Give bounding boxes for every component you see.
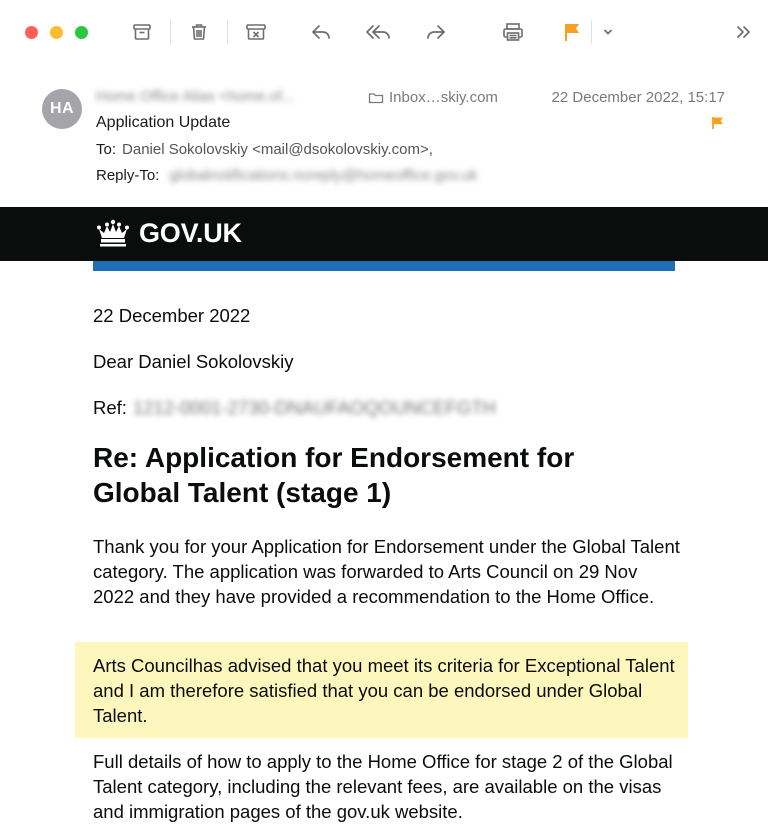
govuk-wordmark: GOV.UK xyxy=(139,218,242,248)
letter-date: 22 December 2022 xyxy=(93,305,251,326)
avatar: HA xyxy=(42,89,82,129)
message-date: 22 December 2022, 15:17 xyxy=(551,89,725,106)
details-paragraph: Full details of how to apply to the Home Office for stage 2 of the Global Talent category, including the relevant fees, are available on the visas and immigration pages of the gov.uk website. xyxy=(93,751,673,822)
endorsement-paragraph: Arts Councilhas advised that you meet its criteria for Exceptional Talent and I am therefore satisfied that you can be endorsed under Global Talent. xyxy=(93,655,675,726)
junk-button[interactable] xyxy=(241,18,271,46)
mailbox-label: Inbox…skiy.com xyxy=(389,89,498,106)
chevron-down-icon xyxy=(602,27,614,37)
flag-menu-button[interactable] xyxy=(596,18,620,46)
mailbox-location[interactable] xyxy=(368,89,498,106)
more-icon xyxy=(734,22,754,42)
flag-icon xyxy=(561,21,583,43)
to-label: To: xyxy=(96,141,117,158)
reference-number: 1212-0001-2730-DNAUFAOQOUNCEFGTH xyxy=(132,397,496,418)
print-button[interactable] xyxy=(498,18,528,46)
sender-name[interactable]: Home Office Alias <home.of... xyxy=(96,88,295,105)
reply-to xyxy=(96,167,478,184)
to-address[interactable]: Daniel Sokolovskiy <mail@dsokolovskiy.com>, xyxy=(122,141,433,158)
reply-to-label: Reply-To: xyxy=(96,167,160,184)
delete-button[interactable] xyxy=(184,18,214,46)
reference-label: Ref: xyxy=(93,397,127,418)
minimize-window-button[interactable] xyxy=(50,26,63,39)
archive-icon xyxy=(131,21,153,43)
intro-paragraph: Thank you for your Application for Endorsement under the Global Talent category. The application was forwarded to Arts Council on 29 Nov 2022 and they have provided a recommendation to the Home Office. xyxy=(93,536,680,607)
mail-toolbar xyxy=(0,0,768,64)
archive-button[interactable] xyxy=(127,18,157,46)
zoom-window-button[interactable] xyxy=(75,26,88,39)
brand-stripe xyxy=(93,261,675,271)
reply-all-button[interactable] xyxy=(363,18,393,46)
to-recipients xyxy=(96,141,433,158)
message-subject: Application Update xyxy=(96,114,231,131)
toolbar-overflow-button[interactable] xyxy=(729,18,759,46)
forward-button[interactable] xyxy=(421,18,451,46)
close-window-button[interactable] xyxy=(25,26,38,39)
letter-heading: Re: Application for Endorsement for Global Talent (stage 1) xyxy=(93,442,575,508)
crown-icon xyxy=(95,219,131,249)
reference xyxy=(93,395,496,420)
print-icon xyxy=(501,21,525,43)
greeting: Dear Daniel Sokolovskiy xyxy=(93,351,294,372)
trash-icon xyxy=(188,21,210,43)
reply-icon xyxy=(309,21,333,43)
junk-icon xyxy=(244,21,268,43)
reply-to-address[interactable]: globalnotifications.noreply@homeoffice.gov.uk xyxy=(169,167,478,184)
folder-icon xyxy=(368,91,384,105)
govuk-logo[interactable] xyxy=(95,218,242,249)
message-flag xyxy=(711,116,725,135)
forward-icon xyxy=(424,21,448,43)
flag-button[interactable] xyxy=(557,18,587,46)
reply-all-icon xyxy=(363,21,393,43)
flag-icon xyxy=(711,116,725,130)
reply-button[interactable] xyxy=(306,18,336,46)
